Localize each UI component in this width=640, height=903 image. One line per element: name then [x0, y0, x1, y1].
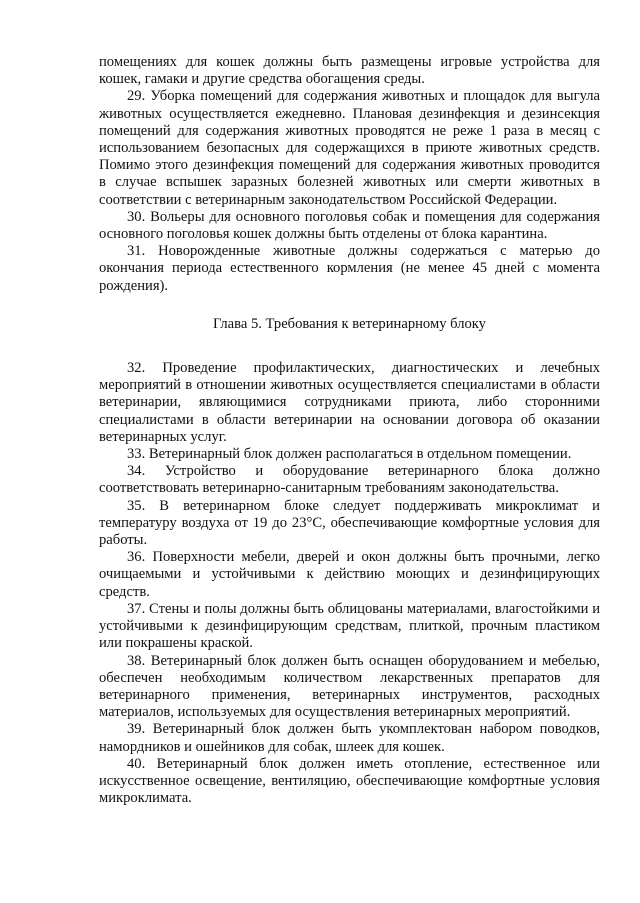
paragraph-29: 29. Уборка помещений для содержания животных и площадок для выгула животных осуществляется ежедневно. Плановая дезинфекция и дезинсекция помещений для содержания животных проводятся не реже 1 раза в месяц с использованием безопасных для содержащихся в приюте животных средств. Помимо этого дезинфекция помещений для содержания животных проводится в случае вспышек заразных болезней животных или смерти животных в соответствии с ветеринарным законодательством Российской Федерации.	[99, 88, 600, 208]
paragraph-37: 37. Стены и полы должны быть облицованы материалами, влагостойкими и устойчивыми к дезинфицирующим средствам, плиткой, прочным пластиком или покрашены краской.	[99, 600, 600, 652]
paragraph-34: 34. Устройство и оборудование ветеринарного блока должно соответствовать ветеринарно-санитарным требованиям законодательства.	[99, 463, 600, 497]
document-page	[99, 54, 600, 807]
paragraph-continuation: помещениях для кошек должны быть размещены игровые устройства для кошек, гамаки и другие средства обогащения среды.	[99, 54, 600, 88]
paragraph-33: 33. Ветеринарный блок должен располагаться в отдельном помещении.	[127, 446, 572, 463]
paragraph-38: 38. Ветеринарный блок должен быть оснащен оборудованием и мебелью, обеспечен необходимым количеством лекарственных препаратов для ветеринарного применения, ветеринарных инструментов, расходных материалов, используемых для осуществления ветеринарных мероприятий.	[99, 652, 600, 721]
paragraph-30: 30. Вольеры для основного поголовья собак и помещения для содержания основного поголовья кошек должны быть отделены от блока карантина.	[99, 208, 600, 243]
paragraph-31: 31. Новорожденные животные должны содержаться с матерью до окончания периода естественного кормления (не менее 45 дней с момента рождения).	[99, 243, 600, 294]
paragraph-40: 40. Ветеринарный блок должен иметь отопление, естественное или искусственное освещение, вентиляцию, обеспечивающие комфортные условия микроклимата.	[99, 755, 600, 807]
paragraph-39: 39. Ветеринарный блок должен быть укомплектован набором поводков, намордников и ошейников для собак, шлеек для кошек.	[99, 721, 600, 755]
paragraph-35: 35. В ветеринарном блоке следует поддерживать микроклимат и температуру воздуха от 19 до 23°C, обеспечивающие комфортные условия для работы.	[99, 497, 600, 549]
paragraph-36: 36. Поверхности мебели, дверей и окон должны быть прочными, легко очищаемыми и устойчивыми к действию моющих и дезинфицирующих средств.	[99, 549, 600, 600]
paragraph-32: 32. Проведение профилактических, диагностических и лечебных мероприятий в отношении животных осуществляется специалистами в области ветеринарии, являющимися сотрудниками приюта, либо сторонними специалистами в области ветеринарии на основании договора об оказании ветеринарных услуг.	[99, 360, 600, 445]
chapter-heading: Глава 5. Требования к ветеринарному блоку	[213, 315, 486, 332]
